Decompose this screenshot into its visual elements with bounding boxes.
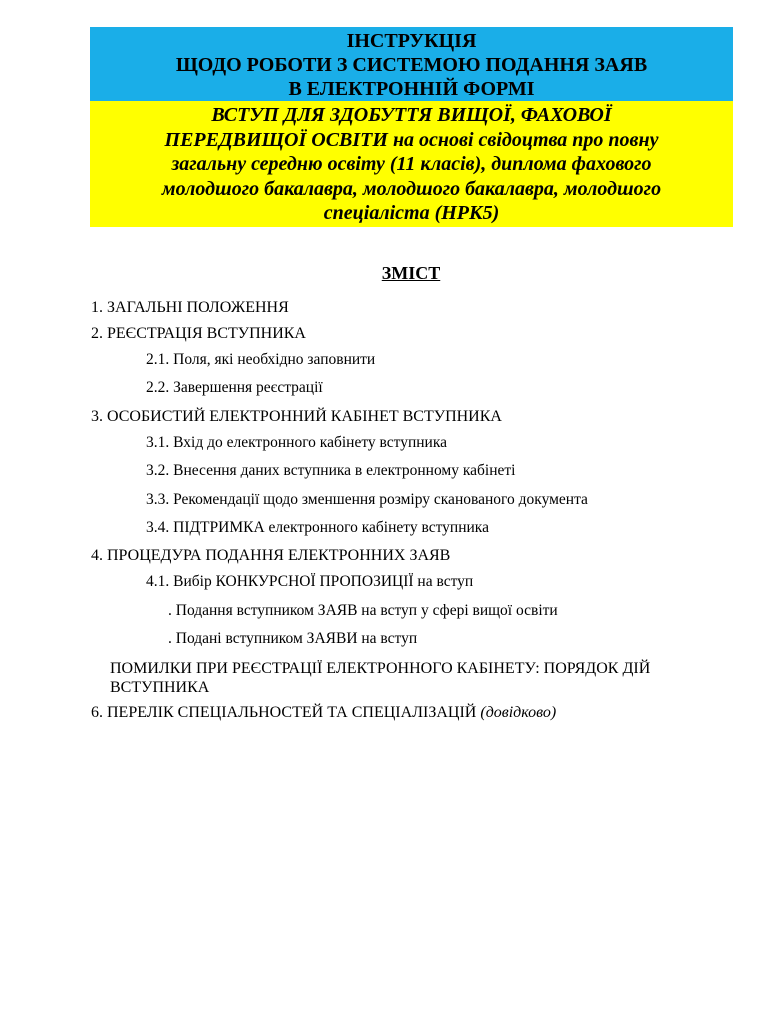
toc-item-2-1[interactable]: 2.1. Поля, які необхідно заповнити (146, 351, 376, 368)
subtitle-line-2 (90, 128, 733, 153)
subtitle-line-4: молодшого бакалавра, молодшого бакалавра, молодшого (161, 177, 662, 200)
document-subtitle (90, 101, 733, 227)
toc-item-4-2[interactable]: . Подання вступником ЗАЯВ на вступ у сфері вищої освіти (168, 602, 558, 619)
toc-item-3[interactable]: 3. ОСОБИСТИЙ ЕЛЕКТРОННИЙ КАБІНЕТ ВСТУПНИКА (91, 408, 502, 425)
toc-item-4-3[interactable]: . Подані вступником ЗАЯВИ на вступ (168, 630, 418, 647)
toc-item-6-label: 6. ПЕРЕЛІК СПЕЦІАЛЬНОСТЕЙ ТА СПЕЦІАЛІЗАЦІЙ (91, 704, 477, 721)
toc-item-3-3[interactable]: 3.3. Рекомендації щодо зменшення розміру сканованого документа (146, 491, 588, 508)
toc-item-4[interactable]: 4. ПРОЦЕДУРА ПОДАННЯ ЕЛЕКТРОННИХ ЗАЯВ (91, 547, 451, 564)
toc-item-6-note: (довідково) (480, 704, 557, 721)
toc-item-1[interactable]: 1. ЗАГАЛЬНІ ПОЛОЖЕННЯ (91, 299, 289, 316)
title-line-2: ЩОДО РОБОТИ З СИСТЕМОЮ ПОДАННЯ ЗАЯВ (175, 54, 648, 76)
subtitle-upright-part: ПЕРЕДВИЩОЇ ОСВІТИ (164, 128, 388, 151)
title-line-3: В ЕЛЕКТРОННІЙ ФОРМІ (288, 78, 535, 100)
toc-item-2[interactable]: 2. РЕЄСТРАЦІЯ ВСТУПНИКА (91, 325, 306, 342)
toc-item-3-4[interactable]: 3.4. ПІДТРИМКА електронного кабінету вступника (146, 519, 489, 536)
toc-item-3-1[interactable]: 3.1. Вхід до електронного кабінету вступника (146, 434, 448, 451)
toc-item-2-2[interactable]: 2.2. Завершення реєстрації (146, 379, 323, 396)
toc-heading: ЗМІСТ (381, 263, 441, 283)
toc-item-4-1[interactable]: 4.1. Вибір КОНКУРСНОЇ ПРОПОЗИЦІЇ на вступ (146, 573, 474, 590)
subtitle-italic-part: на основі свідоцтва про повну (387, 128, 659, 151)
title-line-1: ІНСТРУКЦІЯ (346, 30, 477, 52)
toc-item-3-2[interactable]: 3.2. Внесення даних вступника в електронному кабінеті (146, 462, 516, 479)
toc-item-5[interactable]: ПОМИЛКИ ПРИ РЕЄСТРАЦІЇ ЕЛЕКТРОННОГО КАБІНЕТУ: ПОРЯДОК ДІЙ ВСТУПНИКА (110, 660, 651, 696)
subtitle-line-3: загальну середню освіту (11 класів), диплома фахового (171, 153, 652, 175)
subtitle-line-1: ВСТУП ДЛЯ ЗДОБУТТЯ ВИЩОЇ, ФАХОВОЇ (211, 104, 612, 126)
subtitle-line-5: спеціаліста (НРК5) (323, 202, 500, 224)
document-title (90, 27, 733, 101)
toc-item-6[interactable] (91, 703, 556, 722)
